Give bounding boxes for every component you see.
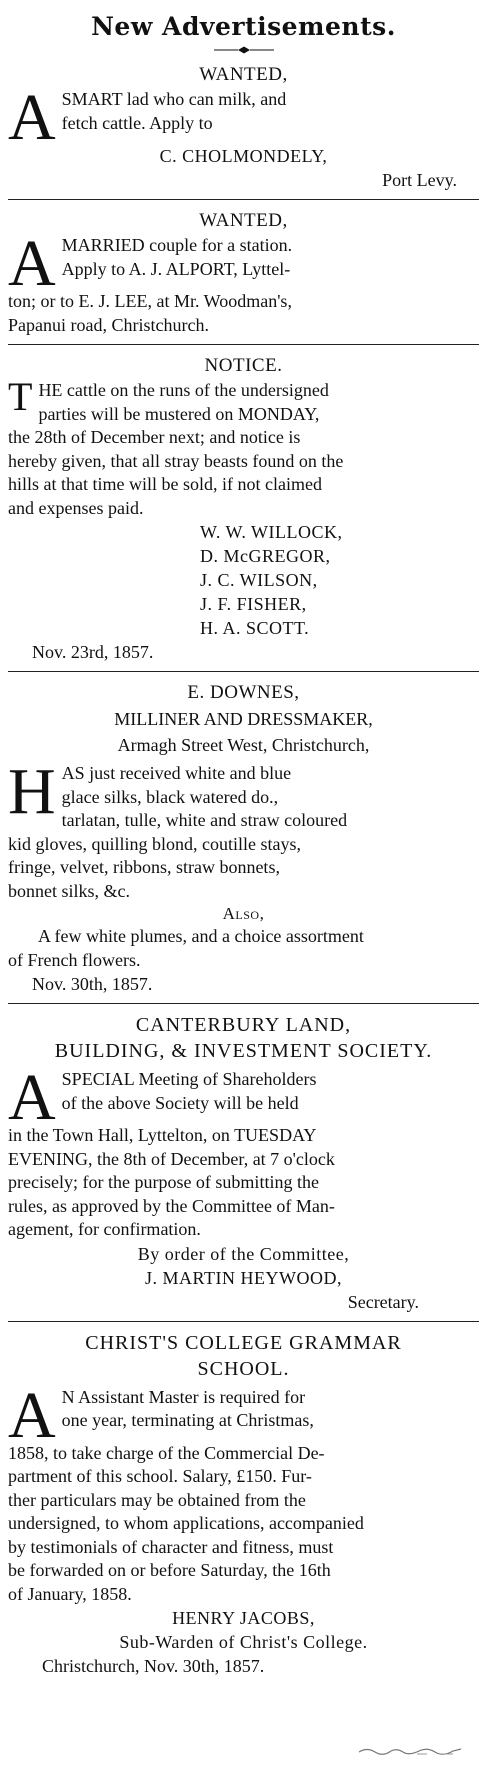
signer-title: Secretary. — [347, 1291, 419, 1312]
body-line: by testimonials of character and fitness, must — [8, 1536, 334, 1557]
column-rule — [8, 671, 479, 672]
ad-heading: E. DOWNES, — [187, 682, 300, 703]
ad-society — [8, 1012, 479, 1314]
ad-address: Armagh Street West, Christchurch, — [117, 735, 370, 755]
ad-date: Nov. 23rd, 1857. — [32, 642, 154, 662]
ad-heading: WANTED, — [199, 210, 288, 231]
ad-heading: CANTERBURY LAND, — [135, 1014, 352, 1036]
ad-downes — [8, 680, 479, 996]
body-line: hills at that time will be sold, if not claimed — [8, 474, 322, 494]
body-line: in the Town Hall, Lyttelton, on TUESDAY — [8, 1125, 317, 1145]
body-line: SPECIAL Meeting of Shareholders — [61, 1069, 317, 1089]
ad-heading: BUILDING, & INVESTMENT SOCIETY. — [54, 1040, 433, 1062]
drop-cap: A — [8, 227, 56, 300]
body-line: N Assistant Master is required for — [61, 1386, 306, 1407]
ornament-divider-icon — [214, 46, 274, 54]
body-line: fetch cattle. Apply to — [61, 112, 213, 133]
drop-cap: A — [8, 1061, 56, 1134]
column-rule — [8, 1003, 479, 1004]
ad-subheading: MILLINER AND DRESSMAKER, — [114, 709, 373, 729]
body-line: one year, terminating at Christmas, — [61, 1410, 314, 1430]
body-line: parties will be mustered on MONDAY, — [38, 403, 320, 424]
body-line: agement, for confirmation. — [8, 1219, 201, 1239]
ad-heading: NOTICE. — [204, 355, 283, 376]
drop-cap: H — [8, 755, 56, 828]
body-line: of French flowers. — [8, 949, 141, 970]
column-rule — [8, 199, 479, 200]
column-rule — [8, 1321, 479, 1322]
ad-heading: CHRIST'S COLLEGE GRAMMAR — [85, 1331, 402, 1354]
masthead-title: New Advertisements. — [91, 12, 396, 41]
signer-name: H. A. SCOTT. — [200, 618, 310, 638]
ad-body — [8, 227, 479, 300]
order-line: By order of the Committee, — [137, 1243, 350, 1264]
body-line: EVENING, the 8th of December, at 7 o'clock — [8, 1148, 335, 1169]
body-line: of January, 1858. — [8, 1583, 132, 1604]
body-line: be forwarded on or before Saturday, the 16th — [8, 1560, 331, 1580]
column-rule — [8, 344, 479, 345]
signer-name: C. CHOLMONDELY, — [159, 146, 328, 166]
signer-place: Port Levy. — [382, 170, 457, 190]
ad-notice — [8, 353, 479, 664]
drop-cap: A — [8, 81, 56, 154]
body-line: precisely; for the purpose of submitting the — [8, 1172, 319, 1192]
body-line: undersigned, to whom applications, accompanied — [8, 1513, 364, 1533]
body-line: bonnet silks, &c. — [8, 880, 130, 901]
body-line: SMART lad who can milk, and — [61, 89, 287, 109]
signer-name: J. MARTIN HEYWOOD, — [145, 1267, 342, 1288]
body-line: HE cattle on the runs of the undersigned — [38, 380, 329, 400]
body-line: tarlatan, tulle, white and straw coloured — [61, 810, 348, 830]
print-smudge-icon — [357, 1743, 467, 1757]
body-line: fringe, velvet, ribbons, straw bonnets, — [8, 857, 280, 877]
body-line: AS just received white and blue — [61, 763, 292, 783]
ad-heading: SCHOOL. — [197, 1357, 290, 1380]
ad-college — [8, 1330, 479, 1679]
ad-body — [8, 81, 479, 154]
ad-body — [8, 374, 479, 426]
body-line: kid gloves, quilling blond, coutille stays, — [8, 833, 301, 854]
ad-date: Nov. 30th, 1857. — [32, 974, 153, 994]
ad-wanted-couple — [8, 208, 479, 337]
signer-name: W. W. WILLOCK, — [200, 522, 343, 542]
body-line: and expenses paid. — [8, 497, 144, 518]
body-line: MARRIED couple for a station. — [61, 235, 293, 255]
drop-cap: A — [8, 1378, 56, 1452]
body-line: A few white plumes, and a choice assortment — [38, 926, 364, 946]
ad-wanted-lad — [8, 62, 479, 192]
ad-body — [8, 755, 479, 903]
body-line: hereby given, that all stray beasts found on the — [8, 450, 344, 471]
body-line: Apply to A. J. ALPORT, Lyttel- — [61, 258, 291, 279]
signer-name: J. F. FISHER, — [200, 594, 307, 614]
signers-list — [8, 520, 479, 640]
signer-title: Sub-Warden of Christ's College. — [119, 1632, 368, 1652]
ad-body — [8, 1061, 479, 1134]
ad-date: Christchurch, Nov. 30th, 1857. — [42, 1656, 265, 1676]
body-line: rules, as approved by the Committee of Man- — [8, 1195, 335, 1216]
body-line: 1858, to take charge of the Commercial De- — [8, 1442, 325, 1463]
body-line: partment of this school. Salary, £150. Fur- — [8, 1466, 312, 1486]
body-line: ton; or to E. J. LEE, at Mr. Woodman's, — [8, 291, 292, 311]
signer-name: J. C. WILSON, — [200, 570, 318, 590]
signer-name: HENRY JACOBS, — [172, 1608, 315, 1628]
also-label: Also, — [222, 904, 265, 923]
ad-body — [8, 1378, 479, 1452]
body-line: Papanui road, Christchurch. — [8, 314, 209, 335]
body-line: ther particulars may be obtained from the — [8, 1489, 306, 1510]
body-line: glace silks, black watered do., — [61, 786, 279, 807]
signer-name: D. McGREGOR, — [200, 546, 331, 566]
drop-cap: T — [8, 374, 33, 419]
body-line: of the above Society will be held — [61, 1092, 299, 1113]
ad-heading: WANTED, — [199, 64, 288, 85]
body-line: the 28th of December next; and notice is — [8, 427, 301, 447]
